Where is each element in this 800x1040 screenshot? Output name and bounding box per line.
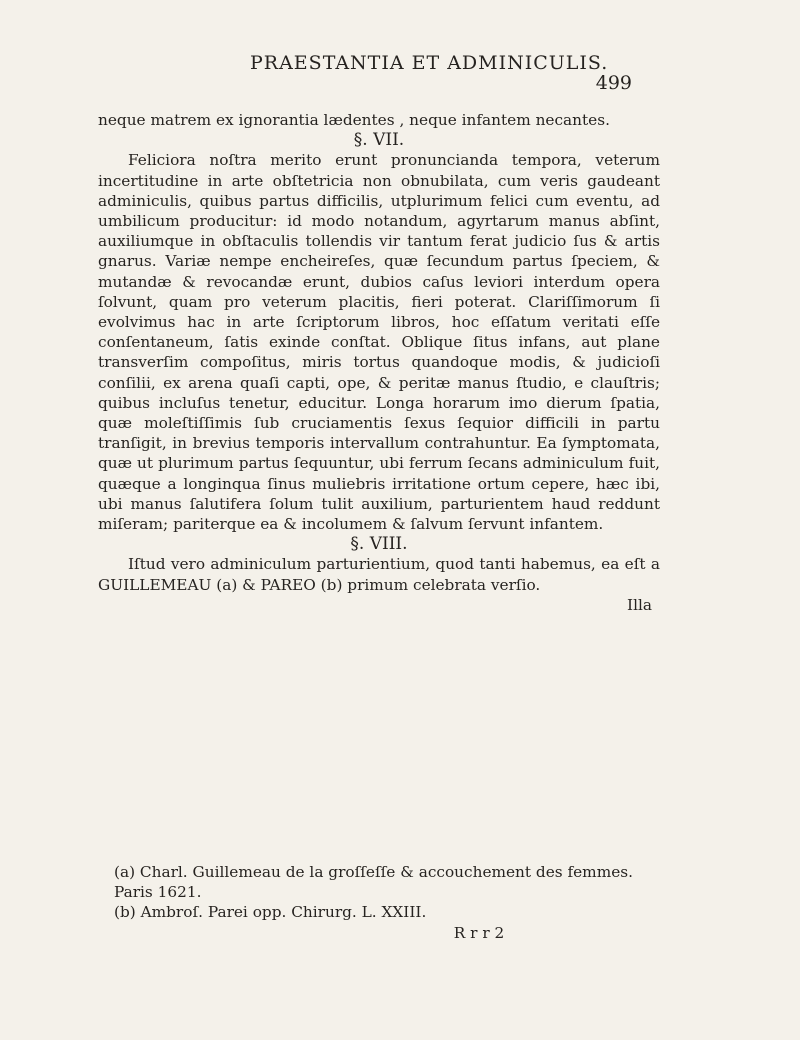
footnote-b: (b) Ambroſ. Parei opp. Chirurg. L. XXIII. — [114, 903, 427, 922]
main-text — [98, 110, 660, 615]
footnote-a: (a) Charl. Guillemeau de la groſſeſſe & accouchement des femmes. Paris 1621. — [114, 863, 633, 902]
section-heading-7: §. VII. — [353, 130, 405, 151]
paragraph-continuation: neque matrem ex ignorantia lædentes , neque infantem necantes. — [98, 111, 610, 129]
running-head: PRAESTANTIA ET ADMINICULIS. — [250, 52, 609, 74]
signature-mark: R r r 2 — [453, 923, 505, 942]
catchword: Illa — [627, 595, 652, 614]
page-number: 499 — [595, 72, 632, 94]
paragraph-section-8: Iſtud vero adminiculum parturientium, quod tanti habemus, ea eſt a GUILLEMEAU (a) & PAREO (b) primum celebrata verſio. — [98, 555, 660, 594]
paragraph-section-7: Feliciora noſtra merito erunt pronuncianda tempora, veterum incertitudine in arte obſtetricia non obnubilata, cum veris gaudeant adminiculis, quibus partus difficilis, utplurimum felici cum eventu, ad umbilicum producitur: id modo notandum, agyrtarum manus abſint, auxiliumque in obſtaculis tollendis vir tantum ferat judicio ſus & artis gnarus. Variæ nempe encheireſes, quæ ſecundum partus ſpeciem, & mutandæ & revocandæ erunt, dubios caſus leviori interdum opera ſolvunt, quam pro veterum placitis, fieri poterat. Clariſſimorum ſi evolvimus hac in arte ſcriptorum libros, hoc eſſatum veritati eſſe conſentaneum, ſatis exinde conſtat. Oblique ſitus infans, aut plane transverſim compoſitus, miris tortus quandoque modis, & judicioſi conſilii, ex arena quaſi capti, ope, & peritæ manus ſtudio, e clauſtris; quibus incluſus tenetur, educitur. Longa horarum imo dierum ſpatia, quæ moleſtiſſimis ſub cruciamentis ſexus ſequior difficili in partu tranſigit, in brevius temporis intervallum contrahuntur. Ea ſymptomata, quæ ut plurimum partus ſequuntur, ubi ferrum ſecans adminiculum fuit, quæque a longinqua ſinus muliebris irritatione ortum cepere, hæc ibi, ubi manus ſalutifera ſolum tulit auxilium, parturientem haud reddunt miſeram; pariterque ea & incolumem & ſalvum ſervunt infantem. — [98, 151, 660, 534]
footnotes — [98, 862, 660, 943]
section-heading-8: §. VIII. — [350, 534, 408, 555]
